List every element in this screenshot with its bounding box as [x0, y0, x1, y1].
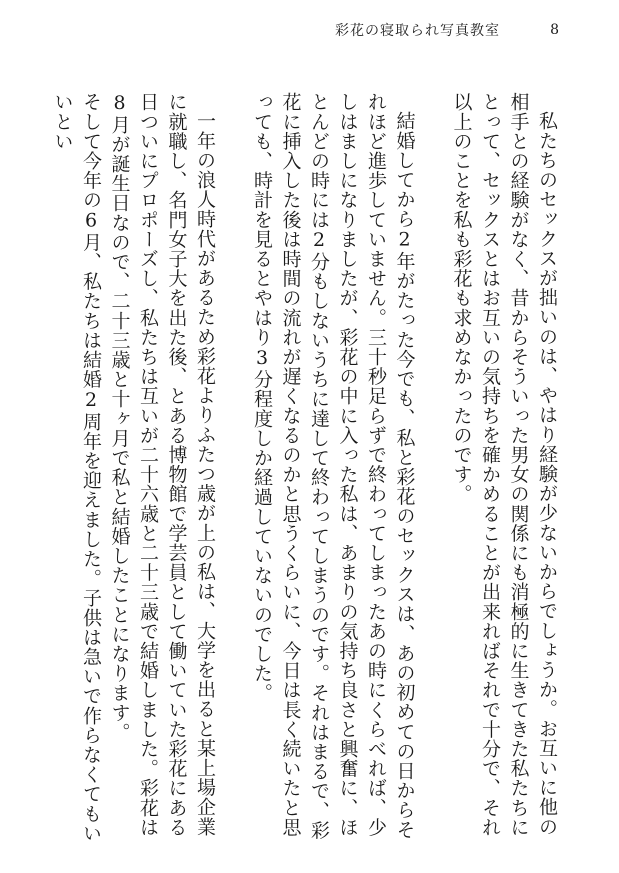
- paragraph-1: 私たちのセックスが拙いのは、やはり経験が少ないからでしょうか。お互いに他の相手との経験がなく、昔からそういった男女の関係にも消極的に生きてきた私たちにとって、セックスとはお互いの気持ちを確かめることが出来ればそれで十分で、それ以上のことを私も彩花も求めなかったのです。: [450, 92, 558, 837]
- paragraph-2: 結婚してから2年がたった今でも、私と彩花のセックスは、あの初めての日からそれほど進歩していません。三十秒足らずで終わってしまったあの時にくらべれば、少しはましになりましたが、彩花の中に入った私は、あまりの気持ち良さと興奮に、ほとんどの時には2分もしないうちに達して終わってしまうのです。それはまるで、彩花に挿入した後は時間の流れが遅くなるのかと思うくらいに、今日は長く続いたと思っても、時計を見るとやはり3分程度しか経過していないのでした。: [251, 92, 416, 840]
- page-number: 8: [550, 22, 560, 38]
- paragraph-spacer: [419, 92, 448, 852]
- vertical-body-text: [51, 92, 561, 852]
- paragraph-4: そして今年の6月、私たちは結婚2周年を迎えました。子供は急いで作らなくてもいいとい: [51, 92, 102, 843]
- book-title: 彩花の寝取られ写真教室: [335, 23, 500, 39]
- running-header: [300, 18, 560, 42]
- paragraph-3: 一年の浪人時代があるため彩花よりふたつ歳が上の私は、大学を出ると某上場企業に就職し、名門女子大を出た後、とある博物館で学芸員として働いていた彩花にある日ついにプロポーズし、私たちは互いが二十六歳と二十三歳で結婚しました。彩花は8月が誕生日なので、二十三歳と十ヶ月で私と結婚したことになります。: [108, 92, 216, 837]
- paragraph-spacer: [219, 92, 248, 852]
